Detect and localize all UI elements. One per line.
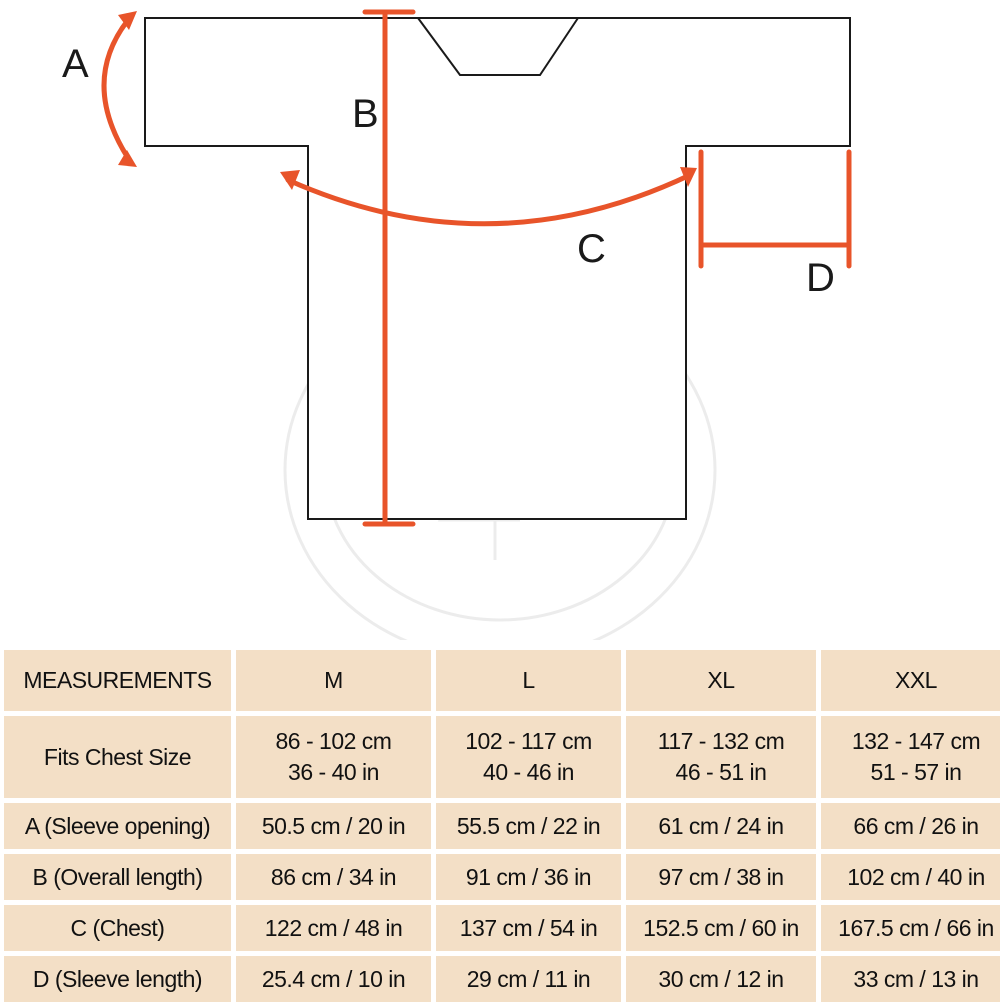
table-cell: 66 cm / 26 in (821, 803, 1000, 849)
label-c: C (577, 227, 606, 271)
cell-cm: 117 - 132 cm (657, 728, 785, 754)
table-cell (821, 716, 1000, 798)
table-row (4, 956, 1000, 1002)
table-cell (236, 716, 431, 798)
table-cell: 97 cm / 38 in (626, 854, 816, 900)
table-cell: 30 cm / 12 in (626, 956, 816, 1002)
cell-cm: 132 - 147 cm (851, 728, 981, 754)
header-measurements: MEASUREMENTS (4, 650, 231, 711)
table-row (4, 803, 1000, 849)
table-cell: 25.4 cm / 10 in (236, 956, 431, 1002)
row-label: C (Chest) (4, 905, 231, 951)
header-size-xl: XL (626, 650, 816, 711)
row-label: D (Sleeve length) (4, 956, 231, 1002)
table-cell: 61 cm / 24 in (626, 803, 816, 849)
table-cell: 167.5 cm / 66 in (821, 905, 1000, 951)
cell-in: 51 - 57 in (870, 759, 962, 785)
header-size-xxl: XXL (821, 650, 1000, 711)
row-label: Fits Chest Size (4, 716, 231, 798)
table-cell: 91 cm / 36 in (436, 854, 621, 900)
table-cell: 102 cm / 40 in (821, 854, 1000, 900)
cell-in: 46 - 51 in (675, 759, 767, 785)
header-size-m: M (236, 650, 431, 711)
measure-d-line (701, 152, 849, 266)
cell-in: 40 - 46 in (483, 759, 574, 785)
table-row (4, 905, 1000, 951)
row-label: A (Sleeve opening) (4, 803, 231, 849)
cell-cm: 102 - 117 cm (465, 728, 592, 754)
size-chart-table (0, 645, 1000, 1007)
table-header-row (4, 650, 1000, 711)
label-b: B (352, 92, 379, 136)
label-d: D (806, 256, 835, 300)
label-a: A (62, 42, 89, 86)
table-cell: 86 cm / 34 in (236, 854, 431, 900)
table-cell: 29 cm / 11 in (436, 956, 621, 1002)
table-cell: 33 cm / 13 in (821, 956, 1000, 1002)
cell-cm: 86 - 102 cm (275, 728, 392, 754)
table-cell: 50.5 cm / 20 in (236, 803, 431, 849)
table-cell (626, 716, 816, 798)
measure-a-arrow (104, 11, 137, 167)
table-cell: 137 cm / 54 in (436, 905, 621, 951)
header-size-l: L (436, 650, 621, 711)
table-cell (436, 716, 621, 798)
row-label: B (Overall length) (4, 854, 231, 900)
tunic-outline (145, 18, 850, 519)
table-row (4, 854, 1000, 900)
table-row (4, 716, 1000, 798)
table-cell: 55.5 cm / 22 in (436, 803, 621, 849)
cell-in: 36 - 40 in (288, 759, 379, 785)
table-cell: 152.5 cm / 60 in (626, 905, 816, 951)
table-cell: 122 cm / 48 in (236, 905, 431, 951)
